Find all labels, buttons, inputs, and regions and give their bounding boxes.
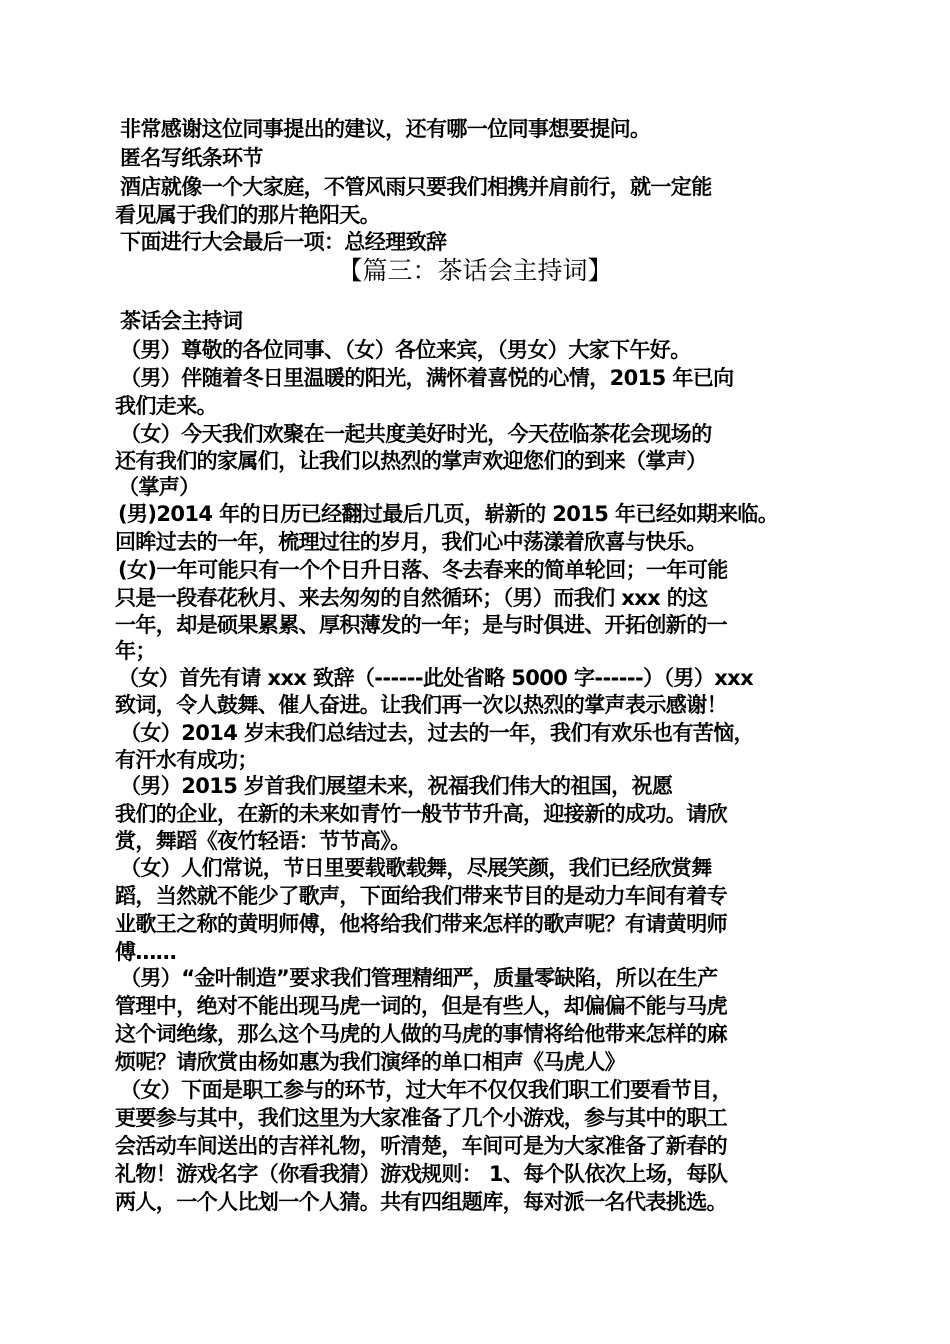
text-line: 更要参与其中，我们这里为大家准备了几个小游戏，参与其中的职工 [115,1106,727,1130]
text-line: (女)一年可能只有一个个日升日落、冬去春来的简单轮回；一年可能 [118,558,728,582]
text-line: 致词，令人鼓舞、催人奋进。让我们再一次以热烈的掌声表示感谢！ [115,693,727,717]
text-line: （女）下面是职工参与的环节，过大年不仅仅我们职工们要看节目， [120,1078,732,1102]
text-line: 非常感谢这位同事提出的建议，还有哪一位同事想要提问。 [120,117,651,141]
text-line: （男）尊敬的各位同事、（女）各位来宾，（男女）大家下午好。 [120,338,691,362]
text-line: 礼物！游戏名字（你看我猜）游戏规则： 1、每个队依次上场，每队 [115,1162,728,1186]
text-line: 管理中，绝对不能出现马虎一词的，但是有些人，却偏偏不能与马虎 [115,994,727,1018]
text-line: 看见属于我们的那片艳阳天。 [115,203,381,227]
text-line: 匿名写纸条环节 [120,146,263,170]
text-line: 茶话会主持词 [120,309,243,333]
text-line: 一年，却是硕果累累、厚积薄发的一年；是与时俱进、开拓创新的一 [115,613,727,637]
text-line: 我们的企业，在新的未来如青竹一般节节升高，迎接新的成功。请欣 [115,802,727,826]
text-line: 会活动车间送出的吉祥礼物，听清楚，车间可是为大家准备了新春的 [115,1134,727,1158]
text-line: （女）2014 岁末我们总结过去，过去的一年，我们有欢乐也有苦恼， [120,721,754,745]
text-line: 我们走来。 [115,394,217,418]
section-title: 【篇三：茶话会主持词】 [337,256,613,285]
text-line: (男)2014 年的日历已经翻过最后几页，崭新的 2015 年已经如期来临。 [118,502,779,526]
text-line: （男）伴随着冬日里温暖的阳光，满怀着喜悦的心情，2015 年已向 [120,366,734,390]
text-line: 两人，一个人比划一个人猜。共有四组题库，每对派一名代表挑选。 [115,1190,727,1214]
text-line: 这个词绝缘，那么这个马虎的人做的马虎的事情将给他带来怎样的麻 [115,1022,727,1046]
text-line: 还有我们的家属们，让我们以热烈的掌声欢迎您们的到来（掌声） [115,449,707,473]
text-line: （女）首先有请 xxx 致辞（------此处省略 5000 字------）（男）xxx [118,666,754,690]
text-line: 烦呢？请欣赏由杨如惠为我们演绎的单口相声《马虎人》 [115,1050,625,1074]
text-line: （掌声） [118,475,200,499]
text-line: （女）人们常说，节日里要载歌载舞，尽展笑颜，我们已经欣赏舞 [120,856,712,880]
text-line: 下面进行大会最后一项：总经理致辞 [120,230,447,254]
text-line: （男）“金叶制造”要求我们管理精细严，质量零缺陷，所以在生产 [120,966,718,990]
text-line: 年； [115,639,156,663]
text-line: 赏，舞蹈《夜竹轻语：节节高》。 [115,829,411,853]
text-line: 傅…… [115,940,177,964]
text-line: （女）今天我们欢聚在一起共度美好时光，今天莅临茶花会现场的 [120,422,712,446]
text-line: 回眸过去的一年，梳理过往的岁月，我们心中荡漾着欣喜与快乐。 [115,530,707,554]
text-line: 有汗水有成功； [115,748,258,772]
text-line: 蹈，当然就不能少了歌声，下面给我们带来节目的是动力车间有着专 [115,884,727,908]
text-line: 业歌王之称的黄明师傅，他将给我们带来怎样的歌声呢？有请黄明师 [115,912,727,936]
text-line: 酒店就像一个大家庭，不管风雨只要我们相携并肩前行，就一定能 [120,175,712,199]
text-line: （男）2015 岁首我们展望未来，祝福我们伟大的祖国，祝愿 [120,774,673,798]
text-line: 只是一段春花秋月、来去匆匆的自然循环；（男）而我们 xxx 的这 [115,586,708,610]
